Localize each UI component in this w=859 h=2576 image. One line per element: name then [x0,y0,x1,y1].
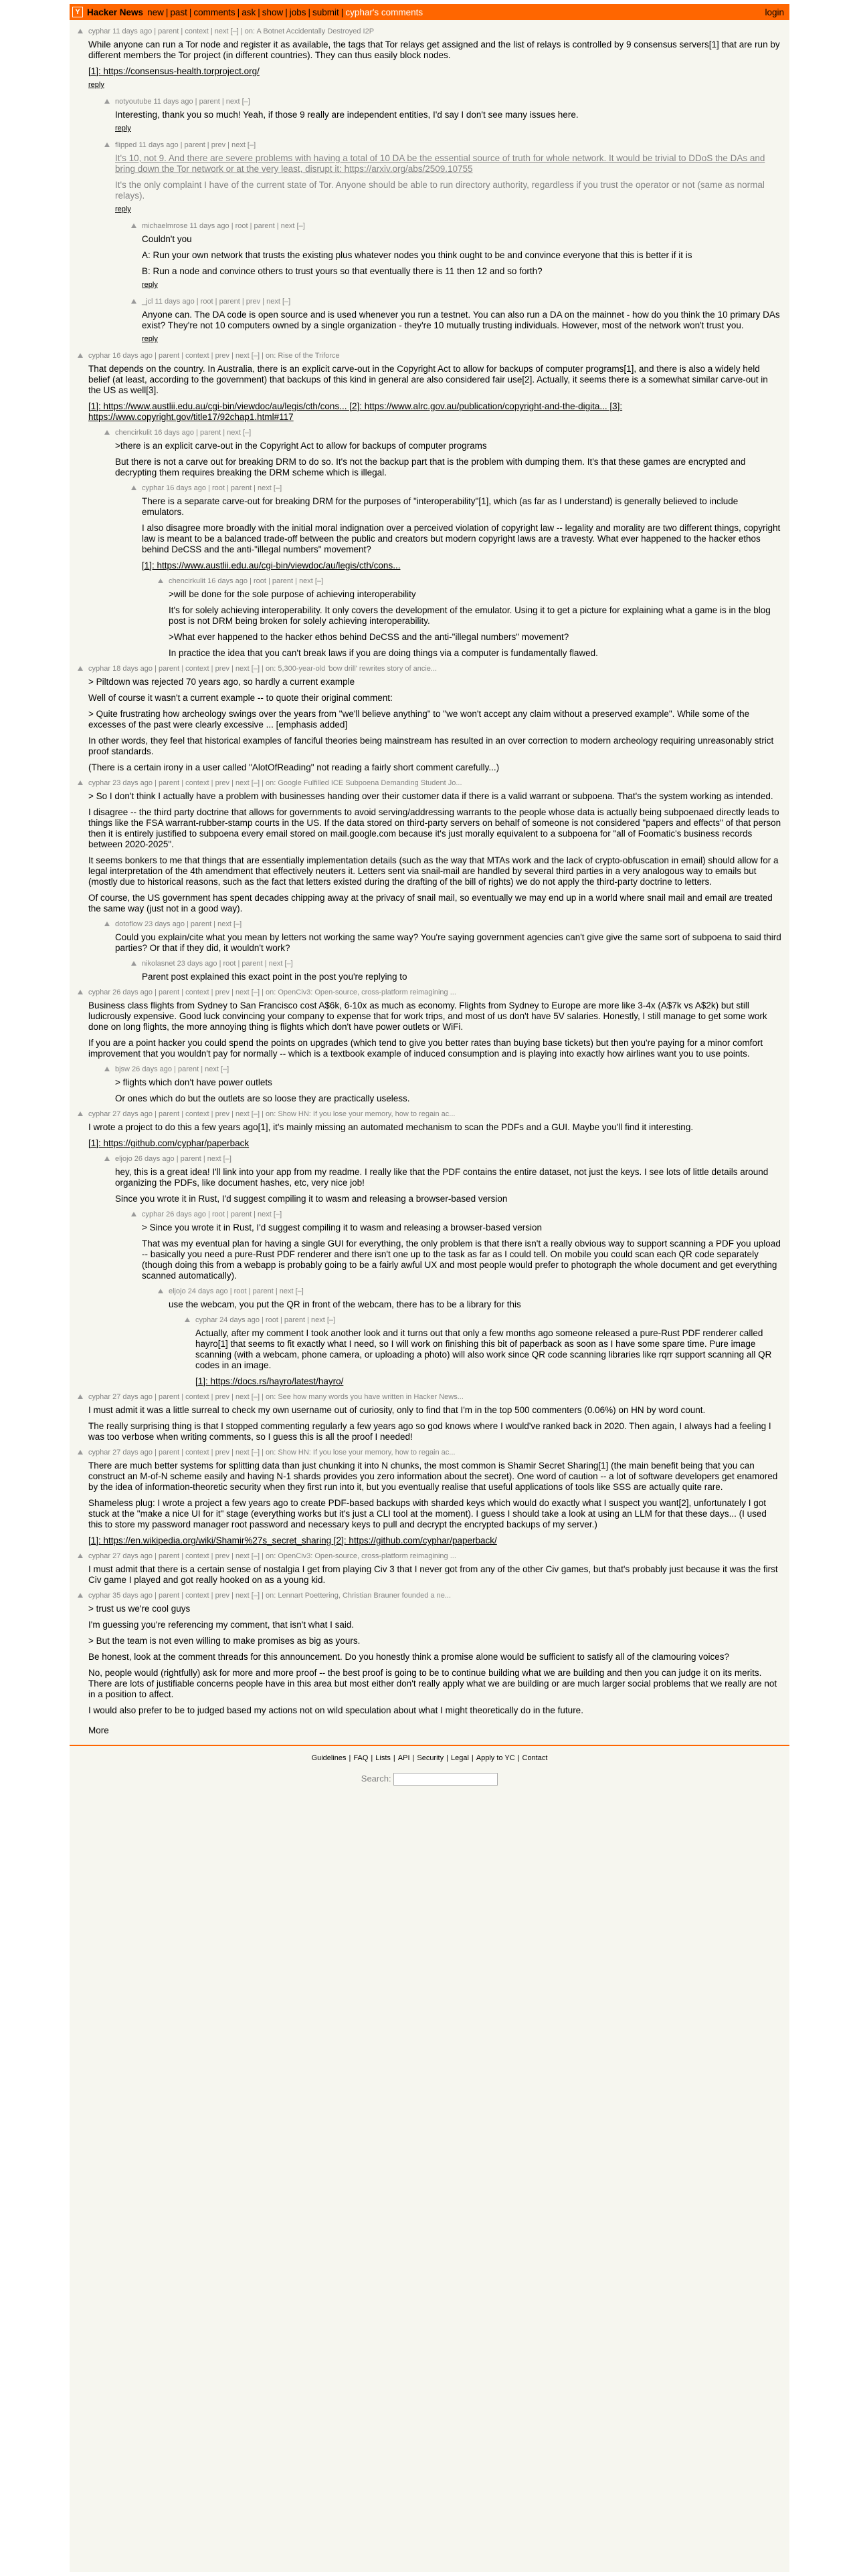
reply-link[interactable]: reply [115,124,131,132]
comment-paragraph: I would also prefer to be to judged based my actions not on wild speculation about what I might theoretically do in the future. [88,1705,583,1715]
comment-paragraph: But there is not a carve out for breaking DRM to do so. It's not the backup part that is the problem with dumping them. It's that these games are encrypted and decrypting them requires breaking the DRM scheme which is illegal. [115,457,746,477]
comment-paragraph: Shameless plug: I wrote a project a few years ago to create PDF-based backups with sharded keys which would do exactly what I suspect you want[2], unfortunately I got stuck at the "make a nice UI for it" stage (everything works but it's just a CLI tool at the moment). I guess I should take a look at using an LLM for that these days... (I used this to store my password manager root password and necessary keys to pull and decrypt the encrypted backups of my server.) [88,1498,767,1529]
footer-link-contact[interactable]: Contact [522,1754,548,1762]
comment [70,1551,789,1586]
footer-link-legal[interactable]: Legal [450,1754,469,1762]
comment-paragraph: Of course, the US government has spent decades chipping away at the privacy of snail mail, so eventually we may end up in a world where snail mail and email are treated the same way (just not in a good way). [88,893,773,914]
comment-paragraph: Interesting, thank you so much! Yeah, if those 9 really are independent entities, I'd say I don't see many issues here. [115,110,579,120]
upvote-arrow-icon[interactable] [78,1450,83,1455]
comment-meta[interactable]: cyphar 11 days ago | parent | context | next [–] | on: A Botnet Accidentally Destroyed I2P [88,27,375,35]
comment [70,297,789,343]
reply-link[interactable]: reply [115,205,131,213]
comment [70,576,789,659]
comment-paragraph: Well of course it wasn't a current example -- to quote their original comment: [88,693,393,703]
nav-links [147,7,339,17]
reply-link[interactable]: reply [142,335,158,343]
upvote-arrow-icon[interactable] [104,922,110,926]
comment-meta[interactable]: chencirkulit 16 days ago | parent | next [–] [115,429,252,437]
footer-separator: | [412,1754,415,1762]
nav-separator: | [237,7,240,17]
comment-meta[interactable]: chencirkulit 16 days ago | root | parent | next [–] [169,577,324,585]
upvote-arrow-icon[interactable] [131,1212,136,1216]
nav-separator: | [165,7,169,17]
comment-paragraph: Actually, after my comment I took another look and it turns out that only a few months ago someone released a pure-Rust PDF renderer called hayro[1] that seems to fit exactly what I need, so I will work on finishing this bit of paperback as soon as I have some spare time. Pure image scanning (with a webcam, phone camera, or uploading a photo) will also work since QR code scanning libraries like rqrr support scanning all QR codes in an image. [195,1328,772,1370]
top-navbar [70,4,789,20]
footer-divider [70,1745,789,1746]
upvote-arrow-icon[interactable] [78,1553,83,1558]
comment-paragraph: >What ever happened to the hacker ethos behind DeCSS and the anti-"illegal numbers" movement? [169,632,569,642]
comment [70,1065,789,1104]
comment-text [88,1604,781,1716]
upvote-arrow-icon[interactable] [158,578,163,583]
comment-paragraph[interactable]: [1]: https://consensus-health.torproject.org/ [88,66,260,76]
comment-text [115,110,781,120]
comment-text [88,791,781,914]
comment-text [195,1328,781,1387]
nav-link-jobs[interactable]: jobs [289,7,306,17]
upvote-arrow-icon[interactable] [104,142,110,147]
comment-paragraph: hey, this is a great idea! I'll link into your app from my readme. I really like that the PDF contains the entire dataset, not just the keys. I see lots of little details around organizing the PDFs, like document hashes, etc, very nice job! [115,1167,769,1188]
comment-meta[interactable]: cyphar 26 days ago | parent | context | prev | next [–] | on: OpenCiv3: Open-source, cross-platform reimagining ... [88,988,456,996]
comment-paragraph: Anyone can. The DA code is open source and is used whenever you run a testnet. You can also run a DA on the mainnet - how do you think the 10 primary DAs exist? They're not 10 computers owned by a single organization - they're 10 mutually trusting individuals. However, most of the network won't trust you. [142,310,780,330]
comment-meta[interactable]: bjsw 26 days ago | parent | next [–] [115,1065,229,1073]
comment-meta[interactable]: cyphar 23 days ago | parent | context | prev | next [–] | on: Google Fulfilled ICE Subpoena Demanding Student Jo... [88,779,462,787]
nav-link-new[interactable]: new [147,7,164,17]
comment-meta[interactable]: notyoutube 11 days ago | parent | next [–] [115,98,250,106]
comment [70,664,789,773]
footer-links [70,1754,789,1762]
nav-link-submit[interactable]: submit [312,7,339,17]
comment-paragraph: I'm guessing you're referencing my comment, that isn't what I said. [88,1620,355,1630]
comment [70,1210,789,1281]
comment [70,920,789,954]
comment-text [115,932,781,954]
comment-paragraph: > flights which don't have power outlets [115,1077,272,1087]
current-page-label: cyphar's comments [345,7,423,17]
comment-text [88,1564,781,1586]
comment-meta[interactable]: eljojo 24 days ago | root | parent | next [–] [169,1287,304,1295]
footer-link-security[interactable]: Security [417,1754,444,1762]
comment-paragraph: A: Run your own network that trusts the existing plus whatever nodes you think ought to be and convince everyone that this is better if it is [142,250,692,260]
comment-paragraph: Be honest, look at the comment threads for this announcement. Do you honestly think a promise alone would be sufficient to satisfy all of the clamouring voices? [88,1652,730,1662]
comment-paragraph: (There is a certain irony in a user called "AlotOfReading" not reading a fairly short comment carefully...) [88,762,500,772]
footer-separator: | [349,1754,351,1762]
comment-text [115,1077,781,1104]
comment [70,27,789,89]
comment-paragraph: B: Run a node and convince others to trust yours so that eventually there is 11 then 12 and so forth? [142,266,543,276]
comment-text [169,1299,781,1310]
comment-paragraph: That was my eventual plan for having a single GUI for everything, the only problem is that there isn't a really obvious way to support scanning a PDF you upload -- basically you need a pure-Rust PDF renderer and there isn't one up to the task as far as I could tell. On mobile you could scan each QR code separately (though doing this from a webapp is probably going to be a fairly awful UX and most people would prefer to photograph the whole document and get everything scanned automatically). [142,1239,781,1281]
upvote-arrow-icon[interactable] [131,223,136,228]
comment-text [88,39,781,77]
comment-paragraph: Or ones which do but the outlets are so loose they are practically useless. [115,1093,410,1103]
comment-text [142,234,781,277]
comment [70,988,789,1059]
comment-paragraph: I wrote a project to do this a few years ago[1], it's mainly missing an automated mechanism to scan the PDFs and a GUI. Maybe you'll find it interesting. [88,1122,694,1132]
comment-meta[interactable]: cyphar 18 days ago | parent | context | prev | next [–] | on: 5,300-year-old 'bow drill' rewrites story of ancie... [88,665,438,673]
search-label: Search: [361,1773,391,1784]
comment-paragraph: While anyone can run a Tor node and register it as available, the tags that Tor relays get assigned and the list of relays is controlled by 9 consensus servers[1] that are run by different members the Tor project (in different countries). They can thus easily block nodes. [88,39,780,60]
comment [70,1287,789,1310]
comment-paragraph[interactable]: [1]: https://docs.rs/hayro/latest/hayro/ [195,1376,344,1386]
login-link[interactable]: login [765,7,784,17]
nav-link-comments[interactable]: comments [193,7,235,17]
site-title-link[interactable]: Hacker News [87,7,144,17]
comment-paragraph[interactable]: [1]: https://en.wikipedia.org/wiki/Shamir%27s_secret_sharing [2]: https://github.com/cyphar/paperback/ [88,1535,497,1545]
comment-meta[interactable]: cyphar 35 days ago | parent | context | prev | next [–] | on: Lennart Poettering, Christian Brauner founded a ne... [88,1592,452,1600]
comment-paragraph: No, people would (rightfully) ask for more and more proof -- the best proof is going to be to continue building what we are building and then you can judge it on its merits. There are lots of justifiable concerns people have in this area but most either don't really apply what we are building or are much larger social problems that we really are not in a position to affect. [88,1668,777,1699]
upvote-arrow-icon[interactable] [104,1156,110,1161]
footer-link-lists[interactable]: Lists [375,1754,391,1762]
comment-paragraph[interactable]: It's 10, not 9. And there are severe problems with having a total of 10 DA be the essential source of truth for whole network. It would be trivial to DDoS the DAs and bring down the Tor network or at the very least, disrupt it: https://arxiv.org/abs/2509.10755 [115,153,765,174]
nav-link-ask[interactable]: ask [242,7,256,17]
comment [70,484,789,571]
upvote-arrow-icon[interactable] [185,1317,190,1322]
comment [70,221,789,289]
upvote-arrow-icon[interactable] [104,99,110,104]
comment-text [142,496,781,571]
nav-separator: | [341,7,344,17]
comment [70,1591,789,1716]
comment-meta[interactable]: _jcl 11 days ago | root | parent | prev | next [–] [142,298,291,306]
page-container [70,4,789,2572]
upvote-arrow-icon[interactable] [104,430,110,435]
footer-separator: | [446,1754,448,1762]
comment-meta[interactable]: cyphar 16 days ago | parent | context | prev | next [–] | on: Rise of the Triforce [88,352,340,360]
comment-text [115,441,781,478]
comment-text [115,1167,781,1204]
footer-separator: | [393,1754,395,1762]
comment-paragraph: I must admit that there is a certain sense of nostalgia I get from playing Civ 3 that I never got from any of the other Civ games, but that's probably just because it was the first Civ game I played and got really hooked on as a young kid. [88,1564,778,1585]
comment-paragraph: It's for solely achieving interoperability. It only covers the development of the emulator. Using it to get a picture for explaining what a game is in the blog post is not DRM being broken for solely achieving interoperability. [169,605,771,626]
comment-paragraph: The really surprising thing is that I stopped commenting regularly a few years ago so god knows where I would've ranked back in 2020. Then again, I always had a feeling I was too verbose when writing comments, so I guess this is all the proof I needed! [88,1421,771,1442]
nav-link-show[interactable]: show [262,7,284,17]
upvote-arrow-icon[interactable] [131,961,136,966]
comment-text [142,1222,781,1281]
comment-paragraph: That depends on the country. In Australia, there is an explicit carve-out in the Copyright Act to allow for backups of computer programs[1], and there is also a widely held belief (at least, according to the government) that backups of this kind in general are also considered fair use[2]. Actually, it seems there is a somewhat similar carve-out in the US as well[3]. [88,364,768,395]
comment-paragraph: I must admit it was a little surreal to check my own username out of curiosity, only to find that I'm in the top 500 commenters (0.06%) on HN by word count. [88,1405,706,1415]
comment-paragraph: > Since you wrote it in Rust, I'd suggest compiling it to wasm and releasing a browser-based version [142,1222,542,1232]
comment-text [115,153,781,201]
comment-meta[interactable]: eljojo 26 days ago | parent | next [–] [115,1155,231,1163]
comment-paragraph: It seems bonkers to me that things that are essentially implementation details (such as the way that MTAs work and the lack of crypto-obfuscation in email) should allow for a legal interpretation of the 4th amendment that effectively neuters it. Letters sent via snail-mail are handled by several third parties in a very analogous way to emails but (mostly due to historical reasons, such as the fact that letters existed during the drafting of the bill of rights) we do not apply the third-party doctrine to letters. [88,855,779,887]
comment-paragraph: There are much better systems for splitting data than just chunking it into N chunks, the most common is Shamir Secret Sharing[1] (the main benefit being that you can construct an M-of-N scheme easily and having N-1 shards provides you zero information about the secret). One word of caution -- a lot of software developers get enamored by the idea of information-theoretic security when they first run into it, but you eventually realise that useful applications of tools like SSS are actually quite rare. [88,1461,778,1492]
comment-list [70,20,789,1716]
footer-search [70,1773,789,1786]
comment-paragraph: Parent post explained this exact point in the post you're replying to [142,972,407,982]
comment-meta[interactable]: cyphar 26 days ago | root | parent | next [–] [142,1210,282,1218]
comment [70,1154,789,1204]
comment-text [88,1405,781,1442]
upvote-arrow-icon[interactable] [78,1111,83,1116]
footer-separator: | [517,1754,520,1762]
comment-paragraph: In practice the idea that you can't break laws if you are doing things via a computer is fundamentally flawed. [169,648,598,658]
comment-text [88,1000,781,1059]
upvote-arrow-icon[interactable] [78,780,83,785]
comment-text [88,364,781,423]
more-link[interactable]: More [88,1725,109,1735]
search-input[interactable] [393,1773,498,1786]
footer-separator: | [371,1754,373,1762]
upvote-arrow-icon[interactable] [78,1593,83,1598]
comment-paragraph: If you are a point hacker you could spend the points on upgrades (which tend to give you better rates than buying base tickets) but then you're paying for a minor comfort improvement that you wouldn't pay for normally -- which is a textbook example of induced consumption and is playing into exactly how airlines want you to use points. [88,1038,763,1059]
nav-separator: | [285,7,288,17]
comment-paragraph: It's the only complaint I have of the current state of Tor. Anyone should be able to run directory authority, regardless if you trust the operator or not (same as normal relays). [115,180,765,201]
comment-paragraph: > So I don't think I actually have a problem with businesses handing over their customer data if there is a valid warrant or subpoena. That's the system working as intended. [88,791,773,801]
upvote-arrow-icon[interactable] [78,990,83,994]
comment-text [88,1122,781,1149]
comment-paragraph: >there is an explicit carve-out in the Copyright Act to allow for backups of computer programs [115,441,487,451]
comment [70,97,789,132]
comment-meta[interactable]: cyphar 27 days ago | parent | context | prev | next [–] | on: Show HN: If you lose your memory, how to regain ac... [88,1110,456,1118]
comment-paragraph: > Quite frustrating how archeology swings over the years from "we'll believe anything" to "we won't accept any claim without a preserved example". While some of the excesses of the past were clearly excessive ... [emphasis added] [88,709,750,730]
comment-paragraph[interactable]: [1]: https://www.austlii.edu.au/cgi-bin/viewdoc/au/legis/cth/cons... [142,560,401,570]
comment-text [142,972,781,982]
comment [70,1315,789,1387]
upvote-arrow-icon[interactable] [78,1394,83,1399]
comment-meta[interactable]: dotoflow 23 days ago | parent | next [–] [115,920,242,928]
comment [70,778,789,914]
comment-paragraph: > But the team is not even willing to make promises as big as yours. [88,1636,361,1646]
comment-paragraph: There is a separate carve-out for breaking DRM for the purposes of "interoperability"[1], which (as far as I understand) is generally believed to include emulators. [142,496,739,517]
comment [70,1392,789,1442]
comment-paragraph: Since you wrote it in Rust, I'd suggest compiling it to wasm and releasing a browser-based version [115,1194,508,1204]
upvote-arrow-icon[interactable] [158,1289,163,1293]
comment [70,428,789,478]
upvote-arrow-icon[interactable] [104,1067,110,1071]
footer-link-api[interactable]: API [397,1754,410,1762]
comment [70,1448,789,1546]
comment-paragraph: I disagree -- the third party doctrine that allows for governments to avoid serving/addressing warrants to the people whose data is actually being subpoenaed directly leads to things like the FSA warrant-rubber-stamp courts in the US. If the data stored on third-party servers on behalf of someone is not considered "papers and effects" of that person then it is entirely justified to subpoena every email stored on mail.google.com because it's just morally equivalent to a subpoena for "all of Foomatic's business records between 2020-2025". [88,807,781,849]
comment-paragraph: In other words, they feel that historical examples of fanciful theories being mainstream has resulted in an over correction to modern archeology requiring unreasonably strict proof standards. [88,736,774,756]
upvote-arrow-icon[interactable] [131,299,136,304]
yc-logo-icon[interactable]: Y [72,7,83,17]
footer-link-guidelines[interactable]: Guidelines [311,1754,347,1762]
comment-paragraph: Couldn't you [142,234,192,244]
comment-paragraph: use the webcam, you put the QR in front of the webcam, there has to be a library for this [169,1299,521,1309]
comment-text [169,589,781,659]
comment-paragraph: Could you explain/cite what you mean by letters not working the same way? You're saying government agencies can't give give the same sort of subpoena to said third parties? Or that if they did, it wouldn't work? [115,932,781,953]
comment-meta[interactable]: michaelmrose 11 days ago | root | parent | next [–] [142,222,305,230]
reply-link[interactable]: reply [142,281,158,289]
comment-meta[interactable]: nikolasnet 23 days ago | root | parent | next [–] [142,960,293,968]
nav-separator: | [258,7,260,17]
comment-meta[interactable]: flipped 11 days ago | parent | prev | next [–] [115,141,256,149]
footer-link-faq[interactable]: FAQ [353,1754,369,1762]
nav-link-past[interactable]: past [170,7,187,17]
comment [70,140,789,213]
comment-paragraph: Business class flights from Sydney to San Francisco cost A$6k, 6-10x as much as economy. Flights from Sydney to Europe are more like 3-4x (A$7k vs A$2k) but still ludicrously expensive. Good luck convincing your company to expense that for work trips, and most of us don't have 5V salaries. Honestly, I still manage to get some work done on long flights, the more annoying thing is flights which don't have power outlets or WiFi. [88,1000,767,1032]
comment-paragraph: >will be done for the sole purpose of achieving interoperability [169,589,416,599]
comment-meta[interactable]: cyphar 27 days ago | parent | context | prev | next [–] | on: Show HN: If you lose your memory, how to regain ac... [88,1448,456,1457]
comment-meta[interactable]: cyphar 24 days ago | root | parent | next [–] [195,1316,336,1324]
comment-meta[interactable]: cyphar 16 days ago | root | parent | next [–] [142,484,282,492]
footer-separator: | [471,1754,474,1762]
comment [70,351,789,423]
footer-link-apply-to-yc[interactable]: Apply to YC [476,1754,515,1762]
comment-text [88,1461,781,1546]
comment-text [88,677,781,773]
comment-meta[interactable]: cyphar 27 days ago | parent | context | prev | next [–] | on: See how many words you have written in Hacker News... [88,1393,464,1401]
comment [70,1109,789,1149]
nav-separator: | [189,7,192,17]
comment [70,959,789,982]
upvote-arrow-icon[interactable] [78,353,83,358]
comment-paragraph: I also disagree more broadly with the initial moral indignation over a perceived violation of copyright law -- legality and morality are two different things, copyright law is meant to be a balanced trade-off between the public and creators but modern copyright laws are a travesty. What ever happened to the hacker ethos behind DeCSS and the anti-"illegal numbers" movement? [142,523,781,554]
upvote-arrow-icon[interactable] [78,29,83,33]
reply-link[interactable]: reply [88,81,104,89]
comment-text [142,310,781,331]
comment-paragraph[interactable]: [1]: https://github.com/cyphar/paperback [88,1138,250,1148]
comment-paragraph: > Piltdown was rejected 70 years ago, so hardly a current example [88,677,355,687]
comment-paragraph[interactable]: [1]: https://www.austlii.edu.au/cgi-bin/viewdoc/au/legis/cth/cons... [2]: https://www.alrc.gov.au/publication/copyright-and-the-digita... [3]: https://www.copyright.gov/title17/92chap1.html#117 [88,401,623,422]
comment-meta[interactable]: cyphar 27 days ago | parent | context | prev | next [–] | on: OpenCiv3: Open-source, cross-platform reimagining ... [88,1552,456,1560]
upvote-arrow-icon[interactable] [131,486,136,490]
comment-paragraph: > trust us we're cool guys [88,1604,191,1614]
upvote-arrow-icon[interactable] [78,666,83,671]
nav-separator: | [308,7,311,17]
